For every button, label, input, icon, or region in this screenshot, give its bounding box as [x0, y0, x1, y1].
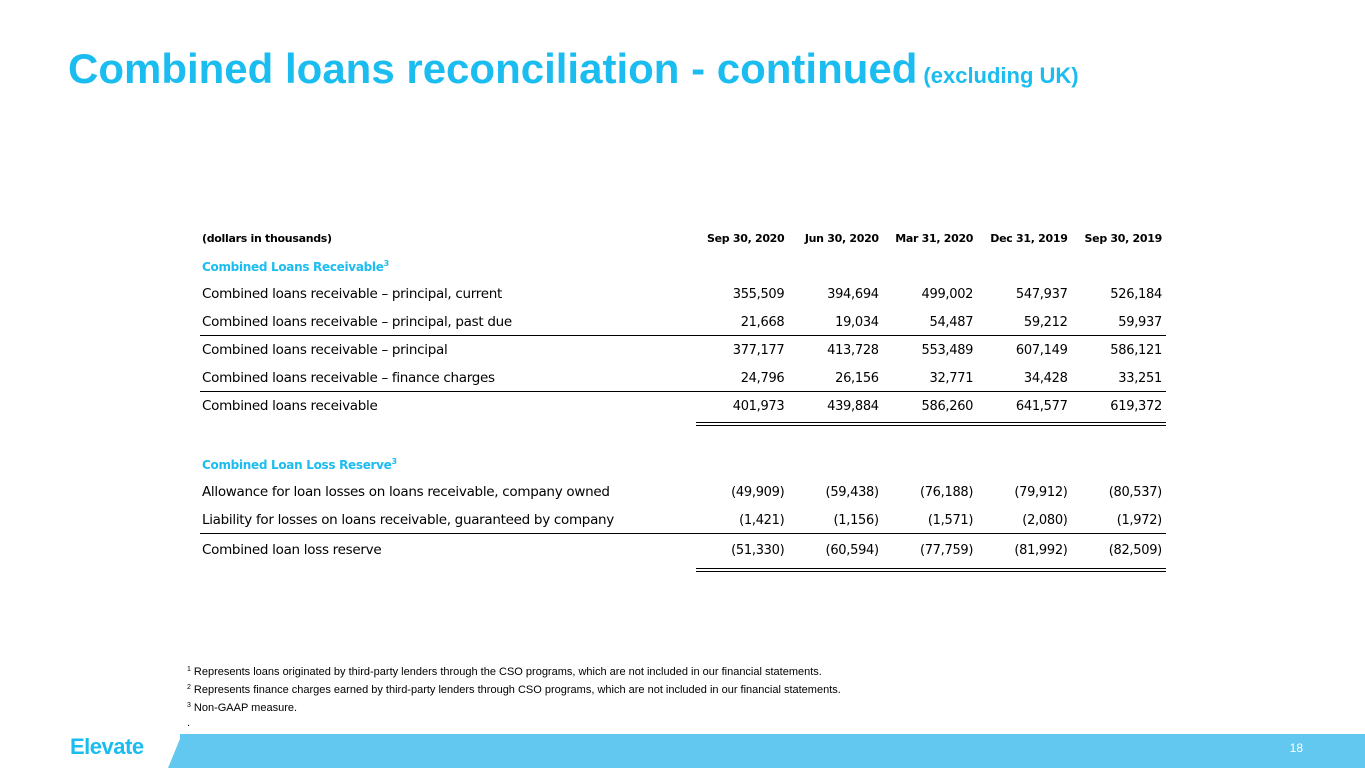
table-cell: (79,912)	[1014, 484, 1068, 500]
table-cell: 619,372	[1110, 398, 1162, 414]
footnote: .	[187, 717, 191, 729]
table-row-total	[196, 392, 1168, 420]
column-header: Jun 30, 2020	[804, 231, 879, 245]
table-cell: (77,759)	[919, 542, 974, 558]
table-cell: 59,937	[1118, 314, 1162, 330]
table-cell: 499,002	[921, 286, 974, 302]
footnote: $^1$ Represents loans originated by third-party lenders through the CSO programs, which are not included in our financial statements.	[187, 666, 822, 678]
table-cell: (2,080)	[1022, 512, 1068, 528]
table-cell: (1,156)	[833, 512, 879, 528]
table-cell: 586,121	[1110, 342, 1162, 358]
table-cell: (49,909)	[731, 484, 785, 500]
table-cell: 355,509	[732, 286, 785, 302]
row-label: Liability for losses on loans receivable, guaranteed by company	[202, 512, 614, 528]
footnotes	[187, 662, 1087, 731]
row-label: Combined loans receivable – principal, past due	[202, 314, 512, 330]
title-subtitle: (excluding UK)	[923, 63, 1079, 88]
table-cell: 377,177	[732, 342, 785, 358]
table-header-row	[196, 224, 1168, 252]
page-title	[68, 44, 1079, 101]
table-cell: 553,489	[921, 342, 974, 358]
table-cell: (1,571)	[927, 512, 974, 528]
table-cell: 24,796	[740, 370, 785, 386]
table-cell: (82,509)	[1108, 542, 1162, 558]
section-heading-receivable	[196, 252, 1168, 280]
table-cell: (1,421)	[739, 512, 785, 528]
table-row	[196, 308, 1168, 336]
row-label: Combined loans receivable – principal	[202, 342, 448, 358]
table-cell: 19,034	[835, 314, 879, 330]
row-label: Allowance for loan losses on loans receivable, company owned	[202, 484, 610, 500]
table-cell: (60,594)	[825, 542, 879, 558]
elevate-logo: Elevate	[70, 734, 144, 759]
row-label: Combined loans receivable	[202, 398, 378, 414]
table-cell: 394,694	[827, 286, 879, 302]
footnote: $^3$ Non-GAAP measure.	[187, 702, 298, 714]
section-heading-reserve	[196, 450, 1168, 478]
table-cell: 413,728	[827, 342, 879, 358]
column-header: Dec 31, 2019	[990, 231, 1068, 245]
table-row-total	[196, 534, 1168, 566]
table-cell: 26,156	[835, 370, 879, 386]
table-row	[196, 506, 1168, 534]
table-row	[196, 336, 1168, 364]
footnote-ref: 3	[383, 258, 389, 268]
table-cell: 607,149	[1015, 342, 1068, 358]
table-cell: (80,537)	[1108, 484, 1162, 500]
double-underline	[696, 422, 1166, 426]
table-cell: 33,251	[1118, 370, 1162, 386]
table-cell: (76,188)	[919, 484, 974, 500]
page-number: 18	[1289, 741, 1303, 755]
column-header: Mar 31, 2020	[895, 231, 974, 245]
table-cell: 586,260	[921, 398, 974, 414]
row-label: Combined loans receivable – principal, current	[202, 286, 502, 302]
unit-label: (dollars in thousands)	[202, 231, 332, 245]
title-main: Combined loans reconciliation - continued	[68, 45, 918, 92]
table-cell: 59,212	[1023, 314, 1068, 330]
table-row	[196, 280, 1168, 308]
table-cell: (51,330)	[731, 542, 785, 558]
table-row	[196, 364, 1168, 392]
table-cell: 34,428	[1023, 370, 1068, 386]
table-cell: 526,184	[1110, 286, 1162, 302]
row-label: Combined loan loss reserve	[202, 542, 382, 558]
table-cell: (81,992)	[1014, 542, 1068, 558]
table-cell: 54,487	[929, 314, 974, 330]
table-cell: (1,972)	[1116, 512, 1162, 528]
footer-bar	[180, 734, 1365, 768]
table-cell: 401,973	[732, 398, 785, 414]
row-label: Combined loans receivable – finance charges	[202, 370, 495, 386]
table-cell: 32,771	[929, 370, 974, 386]
section-title: Combined Loans Receivable	[202, 259, 384, 274]
table-cell: (59,438)	[825, 484, 879, 500]
column-header: Sep 30, 2019	[1084, 231, 1162, 245]
reconciliation-table	[196, 224, 1168, 566]
double-underline	[696, 568, 1166, 572]
table-cell: 547,937	[1015, 286, 1068, 302]
table-cell: 439,884	[827, 398, 879, 414]
table-cell: 21,668	[740, 314, 785, 330]
footnote: $^2$ Represents finance charges earned by third-party lenders through CSO programs, which are not included in our financial statements.	[187, 684, 841, 696]
table-cell: 641,577	[1015, 398, 1068, 414]
table-row	[196, 478, 1168, 506]
footnote-ref: 3	[391, 456, 397, 466]
column-header: Sep 30, 2020	[706, 231, 785, 245]
section-title: Combined Loan Loss Reserve	[202, 457, 392, 472]
